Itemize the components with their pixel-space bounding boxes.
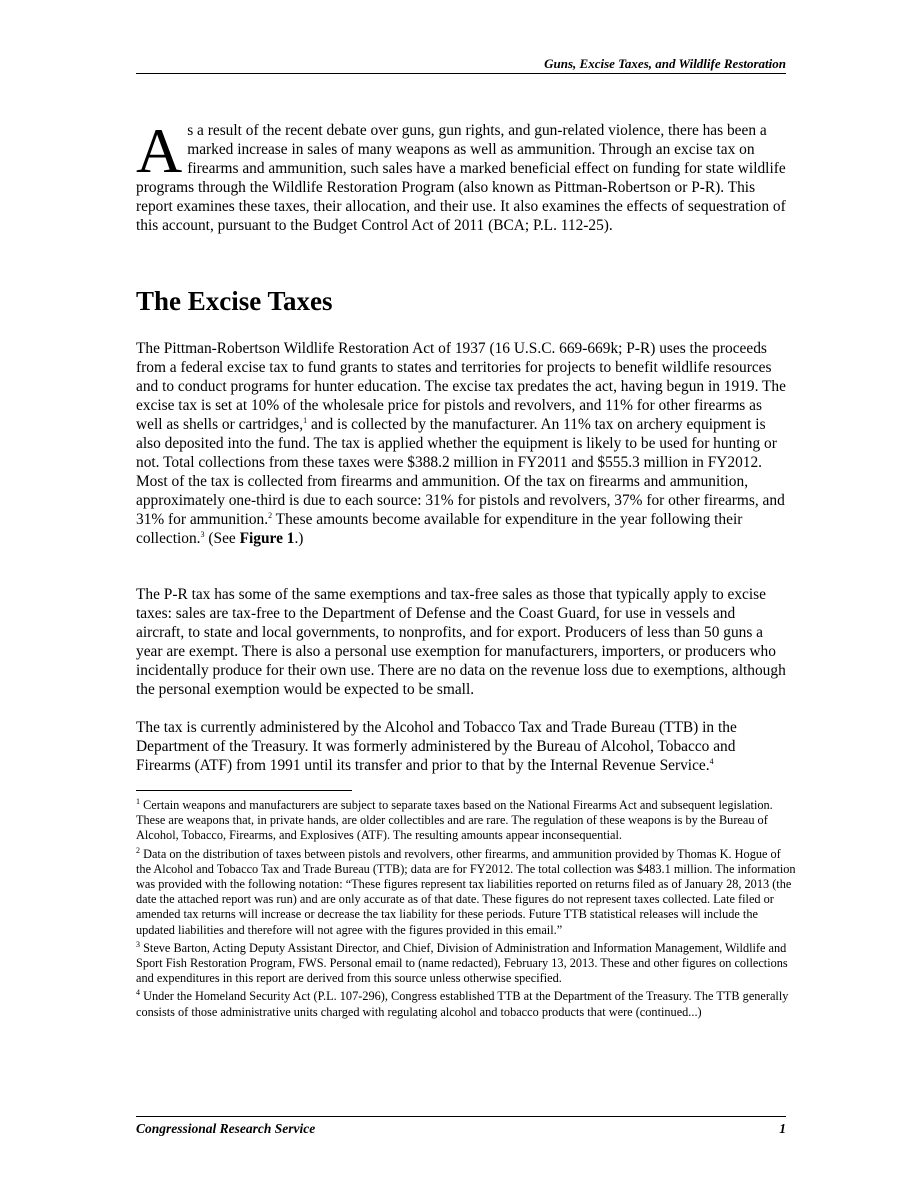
footnote-text: Certain weapons and manufacturers are subject to separate taxes based on the National Firearms Act and subsequent legislation. These are weapons that, in private hands, are older collectibles and are rare. The regulation of these weapons is by the Bureau of Alcohol, Tobacco, Firearms, and Explosives (ATF). The resulting amounts appear inconsequential. — [136, 798, 773, 843]
paragraph-text: The Pittman-Robertson Wildlife Restoration Act of 1937 (16 U.S.C. 669-669k; P-R) uses the proceeds from a federal excise tax to fund grants to states and territories for projects to benefit wildlife resources and to conduct programs for hunter education. The excise tax predates the act, having begun in 1919. The excise tax is set at 10% of the wholesale price for pistols and revolvers, and 11% for other firearms as well as shells or cartridges, — [136, 340, 786, 433]
footnote-4 — [136, 989, 796, 1019]
footnote-number: 1 — [136, 797, 140, 806]
drop-cap: A — [136, 115, 183, 186]
section-heading: The Excise Taxes — [136, 286, 333, 316]
intro-paragraph — [136, 115, 786, 235]
footnote-number: 3 — [136, 939, 140, 949]
body-paragraph-3 — [136, 718, 786, 775]
paragraph-text: .) — [294, 530, 304, 547]
body-paragraph-2: The P-R tax has some of the same exemptions and tax-free sales as those that typically apply to excise taxes: sales are tax-free to the Department of Defense and the Coast Guard, for use in vessels and aircraft, to state and local governments, to nonprofits, and for export. Producers of less than 50 guns a year are exempt. There is also a personal use exemption for manufacturers, importers, or producers who incidentally produce for their own use. There are no data on the revenue loss due to exemptions, although the personal exemption would be expected to be small. — [136, 586, 786, 698]
running-header: Guns, Excise Taxes, and Wildlife Restoration — [544, 56, 786, 71]
footnote-ref-2[interactable]: 2 — [268, 511, 273, 520]
intro-text: s a result of the recent debate over guns, gun rights, and gun-related violence, there has been a marked increase in sales of many weapons as well as ammunition. Through an excise tax on firearms and ammunition, such sales have a marked beneficial effect on funding for state wildlife programs through the Wildlife Restoration Program (also known as Pittman-Robertson or P-R). This report examines these taxes, their allocation, and their use. It also examines the effects of sequestration of this account, pursuant to the Budget Control Act of 2011 (BCA; P.L. 112-25). — [136, 122, 786, 234]
footnote-rule — [136, 790, 352, 791]
footnote-1 — [136, 798, 796, 844]
footnote-text: Under the Homeland Security Act (P.L. 107-296), Congress established TTB at the Department of the Treasury. The TTB generally consists of those administrative units charged with regulating alcohol and tobacco products that were (continued...) — [136, 989, 789, 1019]
body-paragraph-1 — [136, 339, 786, 548]
paragraph-text: These amounts become available for expenditure in the year following their collection. — [136, 511, 743, 547]
figure-reference[interactable]: Figure 1 — [239, 530, 295, 547]
footnote-3 — [136, 941, 796, 987]
footnote-2 — [136, 847, 796, 938]
footer-rule — [136, 1116, 786, 1117]
footnote-ref-4[interactable]: 4 — [709, 757, 714, 766]
footnote-text: Steve Barton, Acting Deputy Assistant Director, and Chief, Division of Administration and Information Management, Wildlife and Sport Fish Restoration Program, FWS. Personal email to (name redacted), February 13, 2013. These and other figures on collections and expenditures in this report are derived from this source unless otherwise specified. — [136, 940, 788, 986]
footer-organization: Congressional Research Service — [136, 1121, 316, 1136]
footnote-number: 2 — [136, 845, 140, 855]
page-number: 1 — [779, 1121, 786, 1136]
paragraph-text: (See — [204, 530, 240, 547]
paragraph-text: The tax is currently administered by the Alcohol and Tobacco Tax and Trade Bureau (TTB) in the Department of the Treasury. It was formerly administered by the Bureau of Alcohol, Tobacco and Firearms (ATF) from 1991 until its transfer and prior to that by the Internal Revenue Service. — [136, 719, 737, 774]
paragraph-text: and is collected by the manufacturer. An 11% tax on archery equipment is also deposited into the fund. The tax is applied whether the equipment is likely to be used for hunting or not. Total collections from these taxes were $388.2 million in FY2011 and $555.3 million in FY2012. Most of the tax is collected from firearms and ammunition. Of the tax on firearms and ammunition, approximately one-third is due to each source: 31% for pistols and revolvers, 37% for other firearms, and 31% for ammunition. — [136, 416, 785, 528]
footnote-ref-3[interactable]: 3 — [200, 530, 205, 539]
footnotes — [136, 798, 796, 1023]
header-rule — [136, 73, 786, 74]
footnote-number: 4 — [136, 988, 140, 998]
footnote-ref-1[interactable]: 1 — [303, 416, 308, 425]
footnote-text: Data on the distribution of taxes between pistols and revolvers, other firearms, and ammunition provided by Thomas K. Hogue of the Alcohol and Tobacco Tax and Trade Bureau (TTB); data are for FY2012. The total collection was $483.1 million. The information was provided with the following notation: “These figures represent tax liabilities reported on returns filed as of January 28, 2013 (the date the attached report was run) and are only accurate as of that date. These figures do not represent taxes collected. Late filed or amended tax returns will increase or decrease the tax liability for these periods. Future TTB statistical releases will include the updated liabilities and therefore will not agree with the figures provided in this email.” — [136, 846, 796, 937]
